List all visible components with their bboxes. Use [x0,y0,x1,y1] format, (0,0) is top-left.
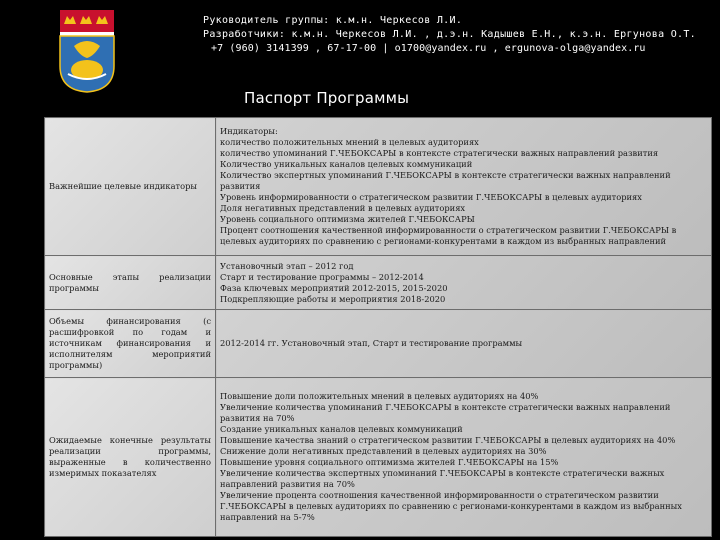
content-line: Снижение доли негативных представлений в целевых аудиториях на 30% [220,446,547,456]
content-line: Повышение доли положительных мнений в целевых аудиториях на 40% [220,391,539,401]
row-content [216,118,712,256]
content-line: Уровень социального оптимизма жителей Г.ЧЕБОКСАРЫ [220,214,475,224]
table-row [45,378,712,537]
content-line: Доля негативных представлений в целевых аудиториях [220,203,466,213]
group-leader-line: Руководитель группы: к.м.н. Черкесов Л.И. [203,15,463,26]
content-line: Повышение качества знаний о стратегическом развитии Г.ЧЕБОКСАРЫ в целевых аудиториях на 40% [220,435,676,445]
row-content [216,310,712,378]
developers-line: Разработчики: к.м.н. Черкесов Л.И. , д.э.н. Кадышев Е.Н., к.э.н. Ергунова О.Т. [203,29,696,40]
content-line: количество положительных мнений в целевых аудиториях [220,137,479,147]
row-label: Ожидаемые конечные результаты реализации программы, выраженные в количественно измеримых показателях [45,378,216,537]
row-content [216,256,712,310]
table-row [45,256,712,310]
row-content [216,378,712,537]
table-row [45,118,712,256]
content-line: Увеличение процента соотношения качественной информированности о стратегическом развитии Г.ЧЕБОКСАРЫ в целевых аудиториях по сравнению с регионами-конкурентами в каждом из выбранных направлений на 5-7% [220,490,682,522]
passport-table [44,117,712,537]
contacts-line: +7 (960) 3141399 , 67-17-00 | o1700@yandex.ru , ergunova-olga@yandex.ru [211,43,646,54]
content-line: Индикаторы: [220,126,278,136]
content-line: количество упоминаний Г.ЧЕБОКСАРЫ в контексте стратегически важных направлений развития [220,148,659,158]
page-title: Паспорт Программы [244,89,410,107]
content-line: Увеличение количества экспертных упоминаний Г.ЧЕБОКСАРЫ в контексте стратегически важных направлений развития на 70% [220,468,665,489]
row-label: Объемы финансирования (с расшифровкой по годам и источникам финансирования и исполнителям мероприятий программы) [45,310,216,378]
content-line: Количество экспертных упоминаний Г.ЧЕБОКСАРЫ в контексте стратегически важных направлений развития [220,170,671,191]
content-line: Увеличение количества упоминаний Г.ЧЕБОКСАРЫ в контексте стратегически важных направлений развития на 70% [220,402,671,423]
table-row [45,310,712,378]
content-line: Количество уникальных каналов целевых коммуникаций [220,159,473,169]
content-line: Старт и тестирование программы – 2012-2014 [220,271,424,282]
content-line: Создание уникальных каналов целевых коммуникаций [220,424,463,434]
content-line: Повышение уровня социального оптимизма жителей Г.ЧЕБОКСАРЫ на 15% [220,457,559,467]
content-line: Фаза ключевых мероприятий 2012-2015, 2015-2020 [220,282,448,293]
city-emblem-icon [58,8,116,94]
content-line: Уровень информированности о стратегическом развитии Г.ЧЕБОКСАРЫ в целевых аудиториях [220,192,642,202]
content-line: 2012-2014 гг. Установочный этап, Старт и тестирование программы [220,338,523,348]
content-line: Процент соотношения качественной информированности о стратегическом развитии Г.ЧЕБОКСАРЫ в целевых аудиториях по сравнению с регионами-конкурентами в каждом из выбранных направлений [220,225,677,246]
row-label: Основные этапы реализации программы [45,256,216,310]
content-line: Подкрепляющие работы и мероприятия 2018-2020 [220,293,446,304]
header [203,14,703,56]
row-label: Важнейшие целевые индикаторы [45,118,216,256]
content-line: Установочный этап – 2012 год [220,260,354,271]
